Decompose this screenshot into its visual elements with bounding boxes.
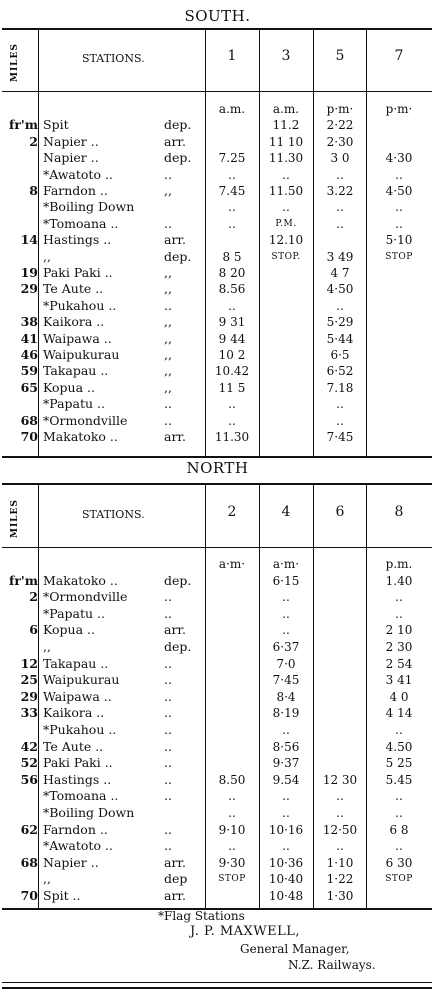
mileage: 52 [20, 755, 38, 771]
station-name: Napier .. [43, 854, 99, 870]
train-time: 11 10 [268, 134, 304, 149]
mileage: 29 [20, 688, 38, 704]
mileage: 8 [29, 183, 38, 198]
train-number: 8 [394, 504, 404, 520]
station-name: ,, [43, 871, 51, 887]
arr-dep: .. [164, 215, 172, 231]
train-time: 3 0 [330, 151, 350, 166]
mileage: 65 [20, 379, 38, 395]
train-time: 9·37 [272, 756, 300, 771]
train-time: .. [395, 839, 403, 854]
train-time: a·m· [218, 557, 246, 571]
arr-dep: ,, [164, 265, 172, 280]
train-time: 5.45 [385, 772, 413, 787]
mileage: 14 [20, 232, 38, 248]
station-name: Paki Paki .. [43, 265, 113, 280]
train-time: 5·29 [326, 315, 354, 330]
train-time: STOP [218, 874, 246, 885]
train-time: .. [282, 606, 290, 621]
north-header-rule [2, 547, 432, 548]
arr-dep: .. [164, 589, 172, 605]
arr-dep: .. [164, 722, 172, 737]
train-time: .. [336, 789, 344, 804]
arr-dep: arr. [164, 429, 187, 444]
south-title: SOUTH. [184, 7, 251, 25]
mileage: 42 [20, 738, 38, 754]
train-time: 9.54 [272, 772, 300, 787]
north-stations-label: STATIONS. [82, 508, 145, 521]
train-time: 8 20 [218, 266, 246, 280]
train-time: 1.40 [385, 573, 413, 588]
north-top-rule [2, 483, 432, 485]
station-name: Farndon .. [43, 821, 108, 837]
flag-stations-note: *Flag Stations [158, 909, 245, 923]
arr-dep: .. [164, 838, 172, 854]
train-time: a.m. [272, 102, 300, 116]
arr-dep: ,, [164, 314, 172, 330]
station-name: Te Aute .. [43, 281, 104, 297]
station-name: Napier .. [43, 150, 99, 166]
train-time: 4 14 [385, 706, 413, 721]
arr-dep: dep. [164, 572, 192, 588]
train-time: .. [282, 590, 290, 605]
arr-dep: .. [164, 688, 172, 704]
station-name: *Boiling Down [43, 805, 135, 820]
station-name: Waipukurau [43, 347, 120, 362]
arr-dep: arr. [164, 133, 187, 149]
train-time: .. [282, 723, 290, 737]
station-name: Kaikora .. [43, 314, 105, 330]
north-miles-label: MILES [10, 499, 20, 538]
train-time: .. [228, 397, 236, 412]
train-time: 6 30 [385, 855, 413, 870]
station-name: *Tomoana .. [43, 788, 119, 804]
arr-dep: .. [164, 738, 172, 754]
signature-name: J. P. MAXWELL, [190, 924, 301, 939]
train-time: 8·56 [272, 739, 300, 754]
mileage: 68 [20, 412, 38, 428]
train-time: 12 30 [322, 772, 358, 787]
train-time: .. [336, 200, 344, 215]
south-bottom-rule [2, 456, 432, 458]
station-name: Takapau .. [43, 655, 109, 671]
train-time: 7·45 [272, 673, 300, 688]
station-name: Napier .. [43, 133, 99, 149]
station-name: *Boiling Down [43, 199, 135, 215]
mileage: 38 [20, 314, 38, 330]
station-name: *Ormondville [43, 412, 128, 428]
train-time: STOP. [271, 251, 301, 262]
train-time: .. [228, 200, 236, 215]
train-time: 4·30 [385, 151, 413, 166]
station-name: Spit .. [43, 888, 81, 903]
train-time: 12·50 [322, 822, 358, 837]
train-time: p.m. [385, 557, 413, 571]
train-time: 3 49 [326, 249, 354, 264]
train-time: 11.50 [268, 184, 304, 198]
train-time: 8 5 [222, 249, 242, 264]
train-time: 11.30 [268, 151, 304, 166]
station-name: ,, [43, 639, 51, 654]
arr-dep: dep. [164, 248, 192, 264]
train-time: .. [395, 590, 403, 605]
train-time: 6 8 [389, 822, 409, 837]
south-miles-label: MILES [10, 43, 20, 82]
arr-dep: ,, [164, 363, 172, 379]
train-time: 7·45 [326, 430, 354, 444]
train-time: a.m. [218, 102, 246, 116]
station-name: *Pukahou .. [43, 297, 117, 313]
train-time: 11 5 [218, 380, 246, 395]
train-time: STOP [385, 874, 413, 885]
south-stations-label: STATIONS. [82, 52, 145, 65]
station-name: *Papatu .. [43, 605, 105, 621]
signature-title: General Manager, [240, 942, 350, 956]
train-time: .. [395, 806, 403, 820]
north-title: NORTH [186, 459, 249, 477]
arr-dep: .. [164, 821, 172, 837]
arr-dep: ,, [164, 330, 172, 346]
train-time: 10.42 [214, 364, 250, 379]
station-name: *Tomoana .. [43, 215, 119, 231]
train-number: 6 [335, 504, 345, 520]
train-time: 7.25 [218, 151, 246, 166]
train-time: 11.2 [272, 118, 300, 133]
train-time: 6·37 [272, 640, 300, 654]
train-time: .. [336, 298, 344, 313]
arr-dep: .. [164, 755, 172, 771]
arr-dep: ,, [164, 347, 172, 362]
station-name: Waipukurau [43, 672, 120, 688]
mileage: 46 [20, 347, 38, 362]
train-time: 8.50 [218, 772, 246, 787]
train-time: .. [282, 200, 290, 215]
train-time: a·m· [272, 557, 300, 571]
train-time: 10·48 [268, 889, 304, 903]
train-time: 10 2 [218, 348, 246, 362]
train-time: 9·10 [218, 822, 246, 837]
train-time: .. [336, 216, 344, 231]
mileage: 59 [20, 363, 38, 379]
station-name: Waipawa .. [43, 688, 112, 704]
train-time: .. [228, 298, 236, 313]
south-top-rule [2, 28, 432, 30]
train-time: 9 44 [218, 331, 246, 346]
arr-dep: .. [164, 705, 172, 721]
train-time: 4 7 [330, 266, 350, 280]
train-time: 8·19 [272, 706, 300, 721]
mileage: 33 [20, 705, 38, 721]
arr-dep: arr. [164, 854, 187, 870]
arr-dep: ,, [164, 281, 172, 297]
train-time: 10·36 [268, 855, 304, 870]
train-time: .. [336, 806, 344, 820]
train-time: .. [282, 839, 290, 854]
south-header-rule [2, 91, 432, 92]
train-time: .. [228, 413, 236, 428]
train-time: 9·30 [218, 855, 246, 870]
train-time: .. [282, 806, 290, 820]
station-name: Paki Paki .. [43, 755, 113, 771]
station-name: Waipawa .. [43, 330, 112, 346]
train-time: 11.30 [214, 430, 250, 444]
train-time: .. [228, 167, 236, 182]
train-time: 7.45 [218, 184, 246, 198]
arr-dep: dep. [164, 639, 192, 654]
mileage: 6 [29, 622, 38, 638]
train-time: 1·30 [326, 889, 354, 903]
train-number: 1 [227, 48, 237, 64]
train-time: 5 25 [385, 756, 413, 771]
train-time: P.M. [275, 218, 297, 229]
station-name: *Pukahou .. [43, 722, 117, 737]
mileage: 29 [20, 281, 38, 297]
train-time: 5·10 [385, 233, 413, 248]
train-time: 12.10 [268, 233, 304, 248]
train-time: .. [282, 167, 290, 182]
arr-dep: arr. [164, 622, 187, 638]
train-number: 7 [394, 48, 404, 64]
train-time: 6·15 [272, 573, 300, 588]
train-time: 4·50 [326, 282, 354, 297]
arr-dep: .. [164, 396, 172, 412]
train-time: .. [282, 623, 290, 638]
train-time: 8·4 [276, 689, 296, 704]
mileage: 25 [20, 672, 38, 688]
station-name: Kopua .. [43, 379, 95, 395]
signature-org: N.Z. Railways. [288, 958, 376, 972]
station-name: ,, [43, 248, 51, 264]
train-time: .. [336, 839, 344, 854]
arr-dep: .. [164, 605, 172, 621]
train-time: 4 0 [389, 689, 409, 704]
mileage: 2 [29, 133, 38, 149]
train-time: .. [282, 789, 290, 804]
arr-dep: .. [164, 412, 172, 428]
train-time: 2·22 [326, 118, 354, 133]
arr-dep: dep. [164, 150, 192, 166]
train-time: .. [336, 397, 344, 412]
arr-dep: dep. [164, 117, 192, 133]
mileage: 70 [20, 888, 38, 903]
train-time: 3.22 [326, 184, 354, 198]
arr-dep: dep [164, 871, 188, 887]
station-name: Spit [43, 117, 69, 133]
station-name: Hastings .. [43, 771, 112, 787]
train-time: 3 41 [385, 673, 413, 688]
train-time: 1·10 [326, 855, 354, 870]
train-time: 4.50 [385, 739, 413, 754]
train-time: .. [336, 413, 344, 428]
station-name: Kopua .. [43, 622, 95, 638]
station-name: Makatoko .. [43, 572, 118, 588]
train-time: 4·50 [385, 184, 413, 198]
train-time: .. [395, 216, 403, 231]
train-time: .. [395, 789, 403, 804]
mileage: 41 [20, 330, 38, 346]
train-number: 2 [227, 504, 237, 520]
arr-dep: ,, [164, 183, 172, 198]
mileage: 12 [20, 655, 38, 671]
train-time: .. [228, 216, 236, 231]
station-name: *Awatoto .. [43, 166, 113, 182]
train-time: 2 10 [385, 623, 413, 638]
station-name: Hastings .. [43, 232, 112, 248]
train-time: 9 31 [218, 315, 246, 330]
arr-dep: .. [164, 297, 172, 313]
arr-dep: .. [164, 771, 172, 787]
train-time: .. [395, 200, 403, 215]
station-name: *Ormondville [43, 589, 128, 605]
station-name: Takapau .. [43, 363, 109, 379]
footer-rule-2 [2, 987, 432, 989]
train-number: 4 [281, 504, 291, 520]
train-time: p·m· [326, 102, 354, 116]
arr-dep: .. [164, 672, 172, 688]
arr-dep: arr. [164, 232, 187, 248]
train-time: .. [336, 167, 344, 182]
station-name: Kaikora .. [43, 705, 105, 721]
train-time: 2 30 [385, 640, 413, 654]
station-name: Te Aute .. [43, 738, 104, 754]
arr-dep: .. [164, 788, 172, 804]
train-time: 10·40 [268, 872, 304, 887]
train-time: 6·52 [326, 364, 354, 379]
mileage: 19 [20, 265, 38, 280]
mileage: 62 [20, 821, 38, 837]
mileage: 68 [20, 854, 38, 870]
mileage: 56 [20, 771, 38, 787]
train-time: .. [228, 806, 236, 820]
train-time: STOP [385, 251, 413, 262]
train-time: 10·16 [268, 822, 304, 837]
mileage: 70 [20, 429, 38, 444]
arr-dep: .. [164, 655, 172, 671]
mileage: 2 [29, 589, 38, 605]
train-time: 6·5 [330, 348, 350, 362]
arr-dep: .. [164, 166, 172, 182]
train-time: .. [395, 723, 403, 737]
train-time: .. [228, 839, 236, 854]
mileage: fr'm [8, 117, 38, 133]
arr-dep: ,, [164, 379, 172, 395]
station-name: *Papatu .. [43, 396, 105, 412]
train-number: 3 [281, 48, 291, 64]
train-time: 2 54 [385, 656, 413, 671]
mileage: fr'm [8, 572, 38, 588]
train-time: .. [395, 606, 403, 621]
train-time: 7.18 [326, 380, 354, 395]
train-time: 5·44 [326, 331, 354, 346]
station-name: *Awatoto .. [43, 838, 113, 854]
train-time: 2·30 [326, 134, 354, 149]
train-time: 1·22 [326, 872, 354, 887]
station-name: Makatoko .. [43, 429, 118, 444]
arr-dep: arr. [164, 888, 187, 903]
train-time: 8.56 [218, 282, 246, 297]
train-time: .. [228, 789, 236, 804]
train-time: .. [395, 167, 403, 182]
footer-rule-1 [2, 982, 432, 983]
train-time: p·m· [385, 102, 413, 116]
train-time: 7·0 [276, 656, 296, 671]
train-number: 5 [335, 48, 345, 64]
station-name: Farndon .. [43, 183, 108, 198]
